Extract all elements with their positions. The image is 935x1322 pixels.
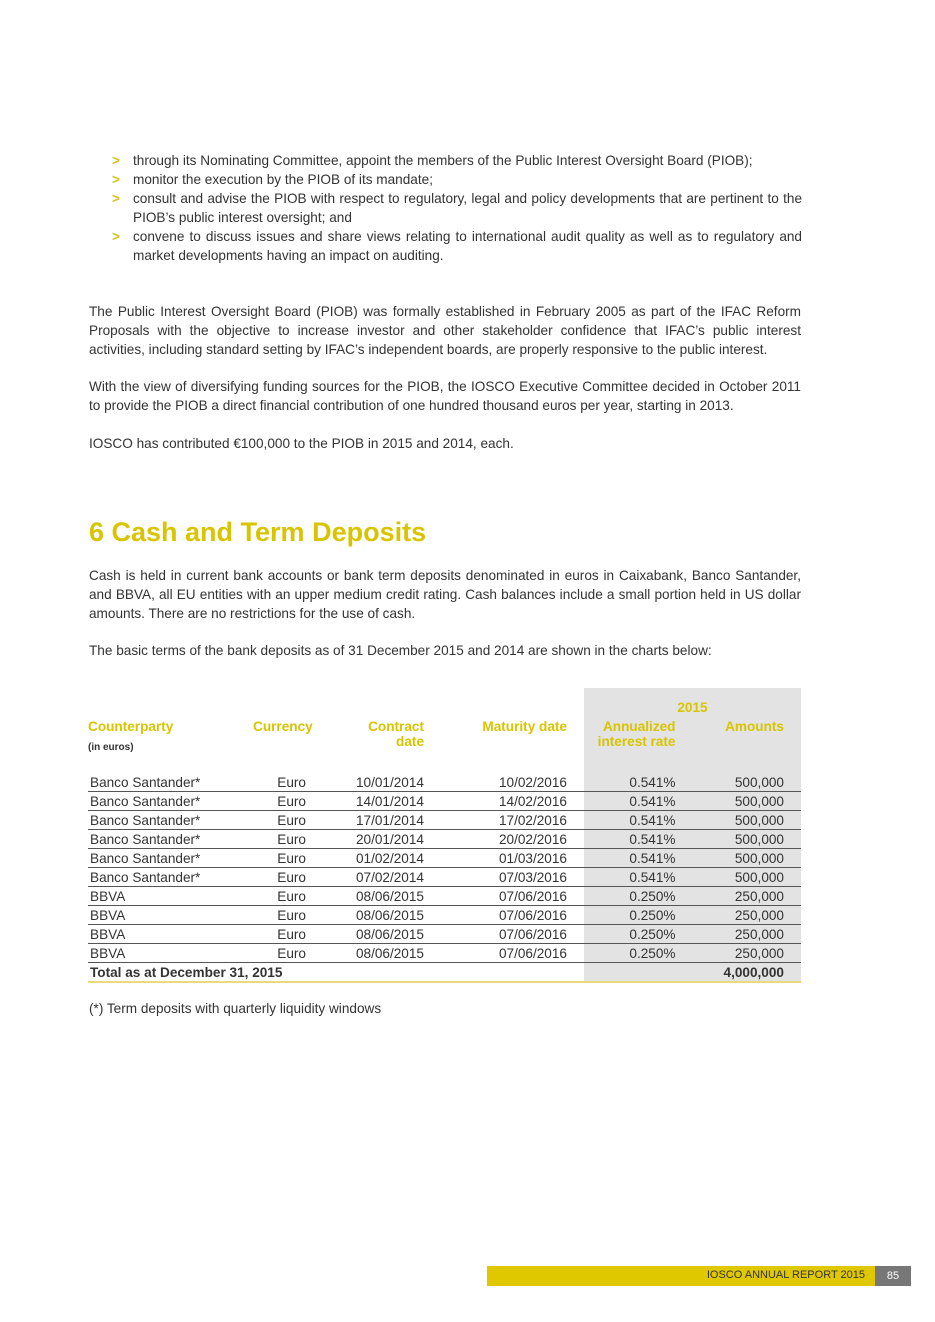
interest-rate-cell: 0.250% <box>584 906 693 925</box>
bullet-list <box>112 151 802 265</box>
contract-date-cell: 01/02/2014 <box>323 849 441 868</box>
contract-date-cell: 20/01/2014 <box>323 830 441 849</box>
counterparty-cell: Banco Santander* <box>88 811 253 830</box>
table-row <box>88 925 801 944</box>
year-header: 2015 <box>584 688 801 715</box>
table-row <box>88 773 801 792</box>
table-row <box>88 868 801 887</box>
bullet-item <box>112 170 802 189</box>
counterparty-cell: BBVA <box>88 925 253 944</box>
table-row <box>88 792 801 811</box>
contract-date-header-line2: date <box>396 734 424 749</box>
footer-bar <box>487 1266 875 1286</box>
interest-rate-header: Annualized <box>584 715 693 734</box>
funding-paragraph: With the view of diversifying funding sources for the PIOB, the IOSCO Executive Committee decided in October 2011 to provide the PIOB a direct financial contribution of one hundred thousand euros per year, starting in 2013. <box>89 379 801 413</box>
bullet-arrow-icon: > <box>112 153 120 168</box>
currency-header: Currency <box>253 719 313 734</box>
bullet-arrow-icon: > <box>112 229 120 244</box>
currency-cell: Euro <box>253 868 323 887</box>
interest-rate-cell: 0.541% <box>584 792 693 811</box>
table-row <box>88 887 801 906</box>
maturity-date-cell: 07/06/2016 <box>441 925 584 944</box>
maturity-date-cell: 10/02/2016 <box>441 773 584 792</box>
counterparty-cell: Banco Santander* <box>88 868 253 887</box>
currency-cell: Euro <box>253 773 323 792</box>
cash-paragraph: Cash is held in current bank accounts or bank term deposits denominated in euros in Caixabank, Banco Santander, and BBVA, all EU entities with an upper medium credit rating. Cash balances include a small portion held in US dollar amounts. There are no restrictions for the use of cash. <box>89 568 801 621</box>
amount-cell: 500,000 <box>693 849 802 868</box>
amount-cell: 250,000 <box>693 944 802 963</box>
counterparty-header: Counterparty <box>88 719 174 734</box>
footnote: (*) Term deposits with quarterly liquidity windows <box>89 1001 382 1016</box>
bullet-item <box>112 189 802 227</box>
amounts-header: Amounts <box>693 715 802 734</box>
maturity-date-cell: 14/02/2016 <box>441 792 584 811</box>
interest-rate-cell: 0.541% <box>584 811 693 830</box>
deposits-table <box>88 688 801 983</box>
counterparty-cell: Banco Santander* <box>88 773 253 792</box>
counterparty-cell: BBVA <box>88 906 253 925</box>
table-row <box>88 944 801 963</box>
interest-rate-cell: 0.541% <box>584 849 693 868</box>
interest-rate-cell: 0.541% <box>584 773 693 792</box>
contract-date-cell: 14/01/2014 <box>323 792 441 811</box>
currency-cell: Euro <box>253 792 323 811</box>
deposits-table-container <box>88 688 801 983</box>
counterparty-cell: Banco Santander* <box>88 830 253 849</box>
interest-rate-cell: 0.250% <box>584 925 693 944</box>
contract-date-cell: 08/06/2015 <box>323 906 441 925</box>
amount-cell: 250,000 <box>693 925 802 944</box>
currency-cell: Euro <box>253 906 323 925</box>
bullet-arrow-icon: > <box>112 172 120 187</box>
page-number: 85 <box>875 1266 911 1286</box>
interest-rate-cell: 0.250% <box>584 887 693 906</box>
bullet-text: convene to discuss issues and share views relating to international audit quality as well as to regulatory and market developments having an impact on auditing. <box>133 229 802 263</box>
section-heading: 6 Cash and Term Deposits <box>89 517 427 547</box>
currency-cell: Euro <box>253 830 323 849</box>
piob-paragraph: The Public Interest Oversight Board (PIOB) was formally established in February 2005 as part of the IFAC Reform Proposals with the objective to increase investor and other stakeholder confidence that IFAC’s public interest activities, including standard setting by IFAC’s independent boards, are properly responsive to the public interest. <box>89 304 801 357</box>
bullet-text: monitor the execution by the PIOB of its mandate; <box>133 172 433 187</box>
maturity-date-cell: 07/03/2016 <box>441 868 584 887</box>
total-value: 4,000,000 <box>693 963 802 983</box>
interest-rate-cell: 0.541% <box>584 830 693 849</box>
table-row <box>88 906 801 925</box>
counterparty-cell: Banco Santander* <box>88 849 253 868</box>
amount-cell: 500,000 <box>693 811 802 830</box>
interest-rate-cell: 0.541% <box>584 868 693 887</box>
total-label: Total as at December 31, 2015 <box>88 963 584 983</box>
contract-date-cell: 07/02/2014 <box>323 868 441 887</box>
footer-title: IOSCO ANNUAL REPORT 2015 <box>706 1269 865 1281</box>
bullet-item <box>112 227 802 265</box>
amount-cell: 250,000 <box>693 906 802 925</box>
total-row <box>88 963 801 983</box>
maturity-date-header: Maturity date <box>482 719 567 734</box>
bullet-text: consult and advise the PIOB with respect to regulatory, legal and policy developments that are pertinent to the PIOB’s public interest oversight; and <box>133 191 802 225</box>
currency-cell: Euro <box>253 944 323 963</box>
counterparty-cell: Banco Santander* <box>88 792 253 811</box>
terms-paragraph: The basic terms of the bank deposits as of 31 December 2015 and 2014 are shown in the charts below: <box>89 643 712 658</box>
currency-cell: Euro <box>253 811 323 830</box>
currency-cell: Euro <box>253 925 323 944</box>
contribution-paragraph: IOSCO has contributed €100,000 to the PIOB in 2015 and 2014, each. <box>89 436 514 451</box>
interest-rate-header-line2: interest rate <box>584 734 693 757</box>
contract-date-cell: 08/06/2015 <box>323 944 441 963</box>
contract-date-cell: 10/01/2014 <box>323 773 441 792</box>
table-row <box>88 830 801 849</box>
maturity-date-cell: 01/03/2016 <box>441 849 584 868</box>
amount-cell: 500,000 <box>693 868 802 887</box>
maturity-date-cell: 20/02/2016 <box>441 830 584 849</box>
bullet-text: through its Nominating Committee, appoint the members of the Public Interest Oversight Board (PIOB); <box>133 153 753 168</box>
amount-cell: 500,000 <box>693 830 802 849</box>
bullet-item <box>112 151 802 170</box>
table-row <box>88 849 801 868</box>
interest-rate-cell: 0.250% <box>584 944 693 963</box>
bullet-arrow-icon: > <box>112 191 120 206</box>
contract-date-cell: 08/06/2015 <box>323 925 441 944</box>
amount-cell: 500,000 <box>693 792 802 811</box>
maturity-date-cell: 17/02/2016 <box>441 811 584 830</box>
counterparty-cell: BBVA <box>88 887 253 906</box>
contract-date-cell: 08/06/2015 <box>323 887 441 906</box>
maturity-date-cell: 07/06/2016 <box>441 906 584 925</box>
contract-date-header: Contract <box>368 719 424 734</box>
amount-cell: 250,000 <box>693 887 802 906</box>
units-label: (in euros) <box>88 742 134 753</box>
table-row <box>88 811 801 830</box>
maturity-date-cell: 07/06/2016 <box>441 887 584 906</box>
amount-cell: 500,000 <box>693 773 802 792</box>
contract-date-cell: 17/01/2014 <box>323 811 441 830</box>
counterparty-cell: BBVA <box>88 944 253 963</box>
currency-cell: Euro <box>253 887 323 906</box>
maturity-date-cell: 07/06/2016 <box>441 944 584 963</box>
currency-cell: Euro <box>253 849 323 868</box>
